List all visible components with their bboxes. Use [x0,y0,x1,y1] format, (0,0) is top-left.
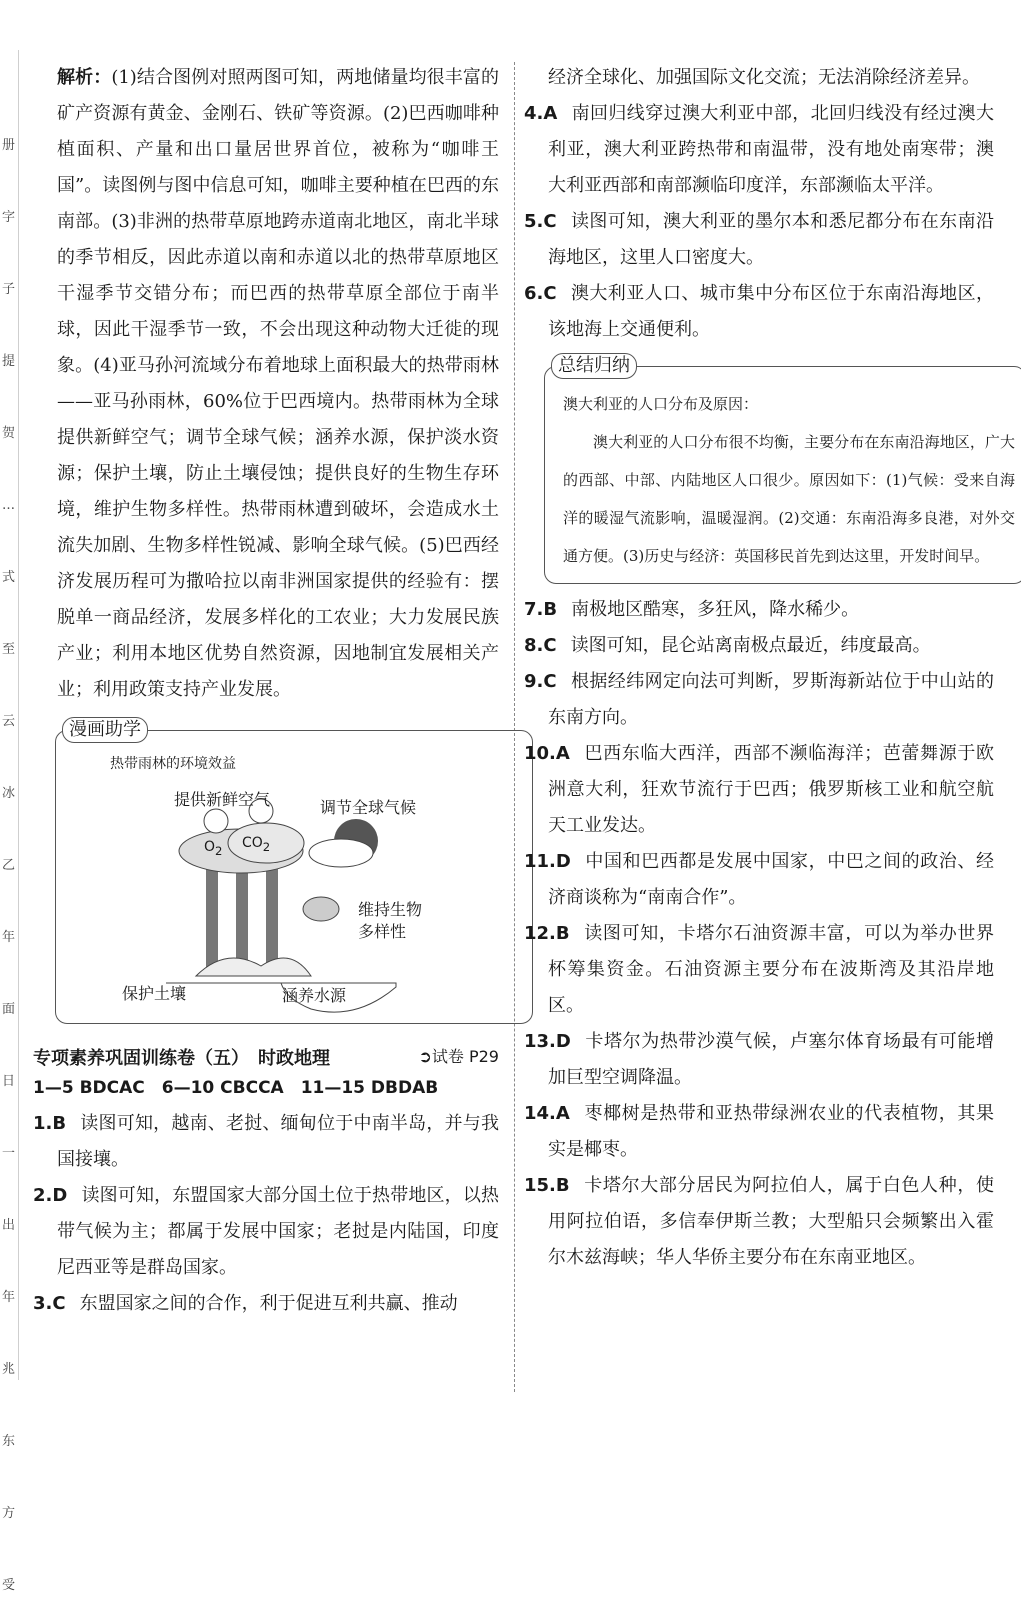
tree-trunk [206,861,218,976]
comic-title: 热带雨林的环境效益 [110,756,236,772]
tree-trunk [266,859,278,971]
answer-keys: 1—5 BDCAC 6—10 CBCCA 11—15 DBDAB [33,1078,439,1098]
continued-text: 经济全球化、加强国际文化交流；无法消除经济差异。 [548,67,980,88]
label-co2: $CO_2$ [242,835,271,854]
answer-item: 4.A 南回归线穿过澳大利亚中部，北回归线没有经过澳大利亚，澳大利亚跨热带和南温带，没有地处南寒带；澳大利亚西部和南部濒临印度洋，东部濒临太平洋。 [524,103,994,196]
edge-text: 册 字 子 提 贺 … 式 至 云 冰 乙 年 面 日 一 出 年 兆 东 方 受 [2,138,16,1593]
bird-icon [303,897,339,921]
answer-item: 2.D 读图可知，东盟国家大部分国土位于热带地区，以热带气候为主；都属于发展中国家；老挝是内陆国，印度尼西亚等是群岛国家。 [33,1185,499,1278]
label-o2: $O_2$ [204,839,223,858]
answer-item: 5.C 读图可知，澳大利亚的墨尔本和悉尼都分布在东南沿海地区，这里人口密度大。 [524,211,994,268]
binding-edge [0,50,19,1593]
answer-item: 7.B 南极地区酷寒，多狂风，降水稀少。 [524,599,860,620]
comic-box [55,719,533,1024]
label-biodiversity-2: 多样性 [358,922,407,941]
summary-heading: 澳大利亚的人口分布及原因： [563,395,759,413]
answer-item: 9.C 根据经纬网定向法可判断，罗斯海新站位于中山站的东南方向。 [524,671,994,728]
section-title-text: 专项素养巩固训练卷（五） 时政地理 [33,1048,330,1069]
answer-item: 14.A 枣椰树是热带和亚热带绿洲农业的代表植物，其果实是椰枣。 [524,1103,994,1160]
tree-trunk [236,861,248,971]
label-climate: 调节全球气候 [320,798,417,817]
analysis-label: 解析： [57,67,112,88]
analysis-paragraph [33,60,499,708]
section-title [33,1044,499,1070]
answer-item: 8.C 读图可知，昆仑站离南极点最近，纬度最高。 [524,635,931,656]
label-fresh-air: 提供新鲜空气 [174,790,271,809]
answer-item: 3.C 东盟国家之间的合作，利于促进互利共赢、推动 [33,1293,458,1314]
left-column [33,60,499,1322]
label-biodiversity-1: 维持生物 [358,900,423,919]
summary-body: 澳大利亚的人口分布很不均衡，主要分布在东南沿海地区，广大的西部、中部、内陆地区人口很少。原因如下：(1)气候：受来自海洋的暖湿气流影响，温暖湿润。(2)交通：东南沿海多良港，对外交通方便。(3)历史与经济：英国移民首先到达这里，开发时间早。 [563,433,1015,565]
answer-item: 11.D 中国和巴西都是发展中国家，中巴之间的政治、经济商谈称为“南南合作”。 [524,851,994,908]
answer-item: 1.B 读图可知，越南、老挝、缅甸位于中南半岛，并与我国接壤。 [33,1113,499,1170]
rainforest-illustration [56,731,532,1021]
analysis-text: (1)结合图例对照两图可知，两地储量均很丰富的矿产资源有黄金、金刚石、铁矿等资源。(2)巴西咖啡种植面积、产量和出口量居世界首位，被称为“咖啡王国”。读图例与图中信息可知，咖啡主要种植在巴西的东南部。(3)非洲的热带草原地跨赤道南北地区，南北半球的季节相反，因此赤道以南和赤道以北的热带草原地区干湿季节交错分布；而巴西的热带草原全部位于南半球，因此干湿季节一致，不会出现这种动物大迁徙的现象。(4)亚马孙河流域分布着地球上面积最大的热带雨林——亚马孙雨林，60%位于巴西境内。热带雨林为全球提供新鲜空气；调节全球气候；涵养水源，保护淡水资源；保护土壤，防止土壤侵蚀；提供良好的生物生存环境，维护生物多样性。热带雨林遭到破坏，会造成水土流失加剧、生物多样性锐减、影响全球气候。(5)巴西经济发展历程可为撒哈拉以南非洲国家提供的经验有：摆脱单一商品经济，发展多样化的工农业；大力发展民族产业；利用本地区优势自然资源，因地制宜发展相关产业；利用政策支持产业发展。 [57,67,499,700]
label-soil: 保护土壤 [122,984,187,1003]
answer-item: 13.D 卡塔尔为热带沙漠气候，卢塞尔体育场最有可能增加巨型空调降温。 [524,1031,994,1088]
smiley-figure-icon [204,809,228,833]
right-column [524,60,1015,1276]
label-water: 涵养水源 [282,986,347,1005]
summary-box [544,355,1021,584]
comic-tag: 漫画助学 [62,717,148,743]
cloud-icon [309,839,373,867]
answer-item: 15.B 卡塔尔大部分居民为阿拉伯人，属于白色人种，使用阿拉伯语，多信奉伊斯兰教；大型船只会频繁出入霍尔木兹海峡；华人华侨主要分布在东南亚地区。 [524,1175,994,1268]
column-divider [514,62,515,1392]
answer-item: 12.B 读图可知，卡塔尔石油资源丰富，可以为举办世界杯筹集资金。石油资源主要分布在波斯湾及其沿岸地区。 [524,923,994,1016]
answer-item: 6.C 澳大利亚人口、城市集中分布区位于东南沿海地区，该地海上交通便利。 [524,283,994,340]
paper-reference: ➲试卷 P29 [418,1047,499,1066]
summary-tag: 总结归纳 [551,353,637,379]
answer-item: 10.A 巴西东临大西洋，西部不濒临海洋；芭蕾舞源于欧洲意大利，狂欢节流行于巴西；俄罗斯核工业和航空航天工业发达。 [524,743,994,836]
